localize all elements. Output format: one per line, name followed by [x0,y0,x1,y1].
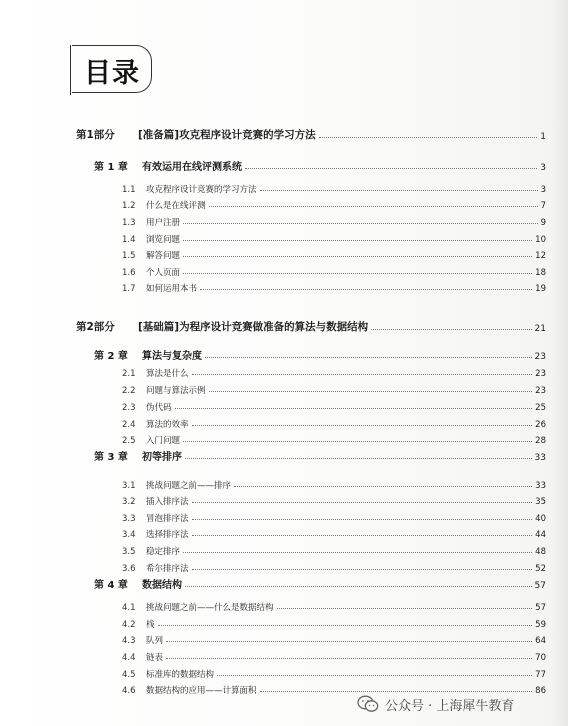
toc-entry-title: 数据结构的应用——计算面积 [146,686,257,696]
toc-section-row [122,229,546,245]
dot-leader [192,519,533,520]
dot-leader [183,223,538,224]
toc-entry-number: 第 1 章 [94,162,128,173]
toc-entry-number: 第 3 章 [94,452,128,463]
toc-section-row [122,195,546,211]
dot-leader [192,502,533,503]
page-crease-shadow [550,0,568,726]
toc-section-row [122,212,546,228]
toc-entry-number: 第 2 章 [94,351,128,362]
dot-leader [166,658,532,659]
toc-entry-title: 有效运用在线评测系统 [142,162,242,173]
dot-leader [183,552,532,553]
toc-entry-title: 冒泡排序法 [146,514,189,524]
toc-section-row [122,524,546,540]
dot-leader [371,329,531,330]
toc-entry-title: 入门问题 [146,436,181,446]
toc-entry-number: 2.1 [122,369,136,379]
toc-page-number: 18 [535,268,546,278]
toc-entry-number: 2.2 [122,386,136,396]
dot-leader [185,586,532,587]
toc-section-row [122,541,546,557]
toc-page-number: 33 [535,481,546,491]
toc-section-row [122,380,546,396]
toc-entry-title: 选择排序法 [146,530,189,540]
toc-entry-number: 1.5 [122,251,136,261]
toc-page-number: 9 [540,218,546,228]
toc-part-row [76,126,546,142]
toc-entry-title: 链表 [146,653,164,663]
toc-entry-title: 攻克程序设计竞赛的学习方法 [146,185,257,195]
toc-entry-title: 解答问题 [146,251,181,261]
dot-leader [183,240,532,241]
page-title: 目录 [84,58,140,89]
toc-entry-title: 希尔排序法 [146,564,189,574]
toc-entry-number: 3.4 [122,530,136,540]
toc-entry-title: 算法与复杂度 [142,351,202,362]
toc-page-number: 33 [534,453,546,463]
toc-page-number: 57 [534,581,546,591]
toc-page-number: 23 [534,352,546,362]
toc-entry-number: 4.6 [122,686,136,696]
toc-page-number: 21 [534,324,546,334]
dot-leader [245,168,537,169]
dot-leader [200,289,532,290]
dot-leader [166,641,532,642]
toc-entry-number: 3.5 [122,547,136,557]
toc-entry-title: 初等排序 [142,452,182,463]
toc-entry-title: 算法是什么 [146,369,189,379]
dot-leader [192,535,533,536]
toc-chapter-row [94,157,546,173]
dot-leader [158,625,533,626]
toc-page-number: 12 [535,251,546,261]
toc-chapter-row [94,575,546,591]
toc-entry-title: 插入排序法 [146,497,189,507]
toc-section-row [122,558,546,574]
toc-entry-title: 个人页面 [146,268,181,278]
dot-leader [192,374,533,375]
toc-section-row [122,262,546,278]
toc-page-number: 59 [535,620,546,630]
toc-entry-title: 什么是在线评测 [146,201,206,211]
dot-leader [234,486,532,487]
toc-entry-number: 第2部分 [76,321,115,333]
toc-page-number: 48 [535,547,546,557]
toc-part-row [76,318,546,334]
toc-entry-title: 栈 [146,620,155,630]
toc-chapter-row [94,346,546,362]
toc-entry-title: [基础篇]为程序设计竞赛做准备的算法与数据结构 [138,321,369,333]
toc-entry-title: 用户注册 [146,218,181,228]
toc-entry-number: 3.6 [122,564,136,574]
dot-leader [192,425,533,426]
toc-section-row [122,491,546,507]
toc-entry-title: 挑战问题之前——排序 [146,481,232,491]
toc-page-number: 86 [535,686,546,696]
dot-leader [205,357,532,358]
dot-leader [183,441,532,442]
toc-entry-title: 标准库的数据结构 [146,670,215,680]
toc-page-number: 23 [535,386,546,396]
toc-entry-title: 数据结构 [142,580,182,591]
toc-entry-number: 3.2 [122,497,136,507]
toc-entry-title: 伪代码 [146,403,172,413]
watermark-text: 公众号 · 上海犀牛教育 [385,698,515,714]
toc-page-number: 70 [535,653,546,663]
toc-page-number: 28 [535,436,546,446]
dot-leader [192,569,533,570]
toc-page-number: 64 [535,636,546,646]
toc-page-number: 52 [535,564,546,574]
toc-page-number: 57 [535,603,546,613]
dot-leader [260,691,533,692]
dot-leader [209,206,538,207]
dot-leader [217,675,532,676]
toc-entry-title: [准备篇]攻克程序设计竞赛的学习方法 [138,129,316,141]
toc-entry-number: 4.4 [122,653,136,663]
dot-leader [277,608,533,609]
toc-entry-number: 1.3 [122,218,136,228]
toc-entry-number: 1.2 [122,201,136,211]
dot-leader [183,256,532,257]
toc-section-row [122,597,546,613]
toc-page-number: 35 [535,497,546,507]
toc-entry-title: 挑战问题之前——什么是数据结构 [146,603,274,613]
wechat-icon [357,695,379,713]
toc-page-number: 10 [535,235,546,245]
toc-page-number: 19 [535,284,546,294]
toc-page-number: 77 [535,670,546,680]
toc-entry-title: 浏览问题 [146,235,181,245]
toc-heading-box [72,45,152,93]
toc-page-number: 3 [540,163,546,173]
toc-page-number: 1 [540,132,546,142]
toc-chapter-row [94,447,546,463]
toc-entry-title: 队列 [146,636,164,646]
toc-section-row [122,475,546,491]
toc-page-number: 3 [540,185,546,195]
toc-section-row [122,647,546,663]
toc-entry-number: 1.4 [122,235,136,245]
toc-entry-title: 稳定排序 [146,547,181,557]
toc-entry-number: 2.5 [122,436,136,446]
toc-entry-title: 如何运用本书 [146,284,198,294]
toc-section-row [122,363,546,379]
toc-page-number: 25 [535,403,546,413]
toc-entry-number: 第1部分 [76,129,115,141]
toc-entry-number: 4.2 [122,620,136,630]
toc-entry-number: 1.6 [122,268,136,278]
toc-page-number: 23 [535,369,546,379]
toc-section-row [122,508,546,524]
toc-page-number: 7 [540,201,546,211]
toc-entry-number: 3.3 [122,514,136,524]
toc-section-row [122,414,546,430]
toc-entry-number: 1.1 [122,185,136,195]
dot-leader [185,458,532,459]
toc-section-row [122,179,546,195]
toc-page-number: 40 [535,514,546,524]
toc-page-number: 44 [535,530,546,540]
dot-leader [209,391,533,392]
toc-page-number: 26 [535,420,546,430]
toc-section-row [122,397,546,413]
dot-leader [175,408,533,409]
toc-section-row [122,278,546,294]
toc-entry-number: 第 4 章 [94,580,128,591]
toc-entry-number: 3.1 [122,481,136,491]
watermark [357,694,514,714]
toc-section-row [122,245,546,261]
toc-entry-number: 4.1 [122,603,136,613]
toc-entry-title: 问题与算法示例 [146,386,206,396]
toc-section-row [122,630,546,646]
toc-entry-number: 1.7 [122,284,136,294]
toc-entry-number: 4.5 [122,670,136,680]
toc-entry-number: 4.3 [122,636,136,646]
dot-leader [260,190,538,191]
toc-section-row [122,430,546,446]
toc-entry-number: 2.4 [122,420,136,430]
dot-leader [319,137,538,138]
dot-leader [183,273,532,274]
toc-section-row [122,614,546,630]
toc-entry-number: 2.3 [122,403,136,413]
toc-entry-title: 算法的效率 [146,420,189,430]
toc-section-row [122,664,546,680]
